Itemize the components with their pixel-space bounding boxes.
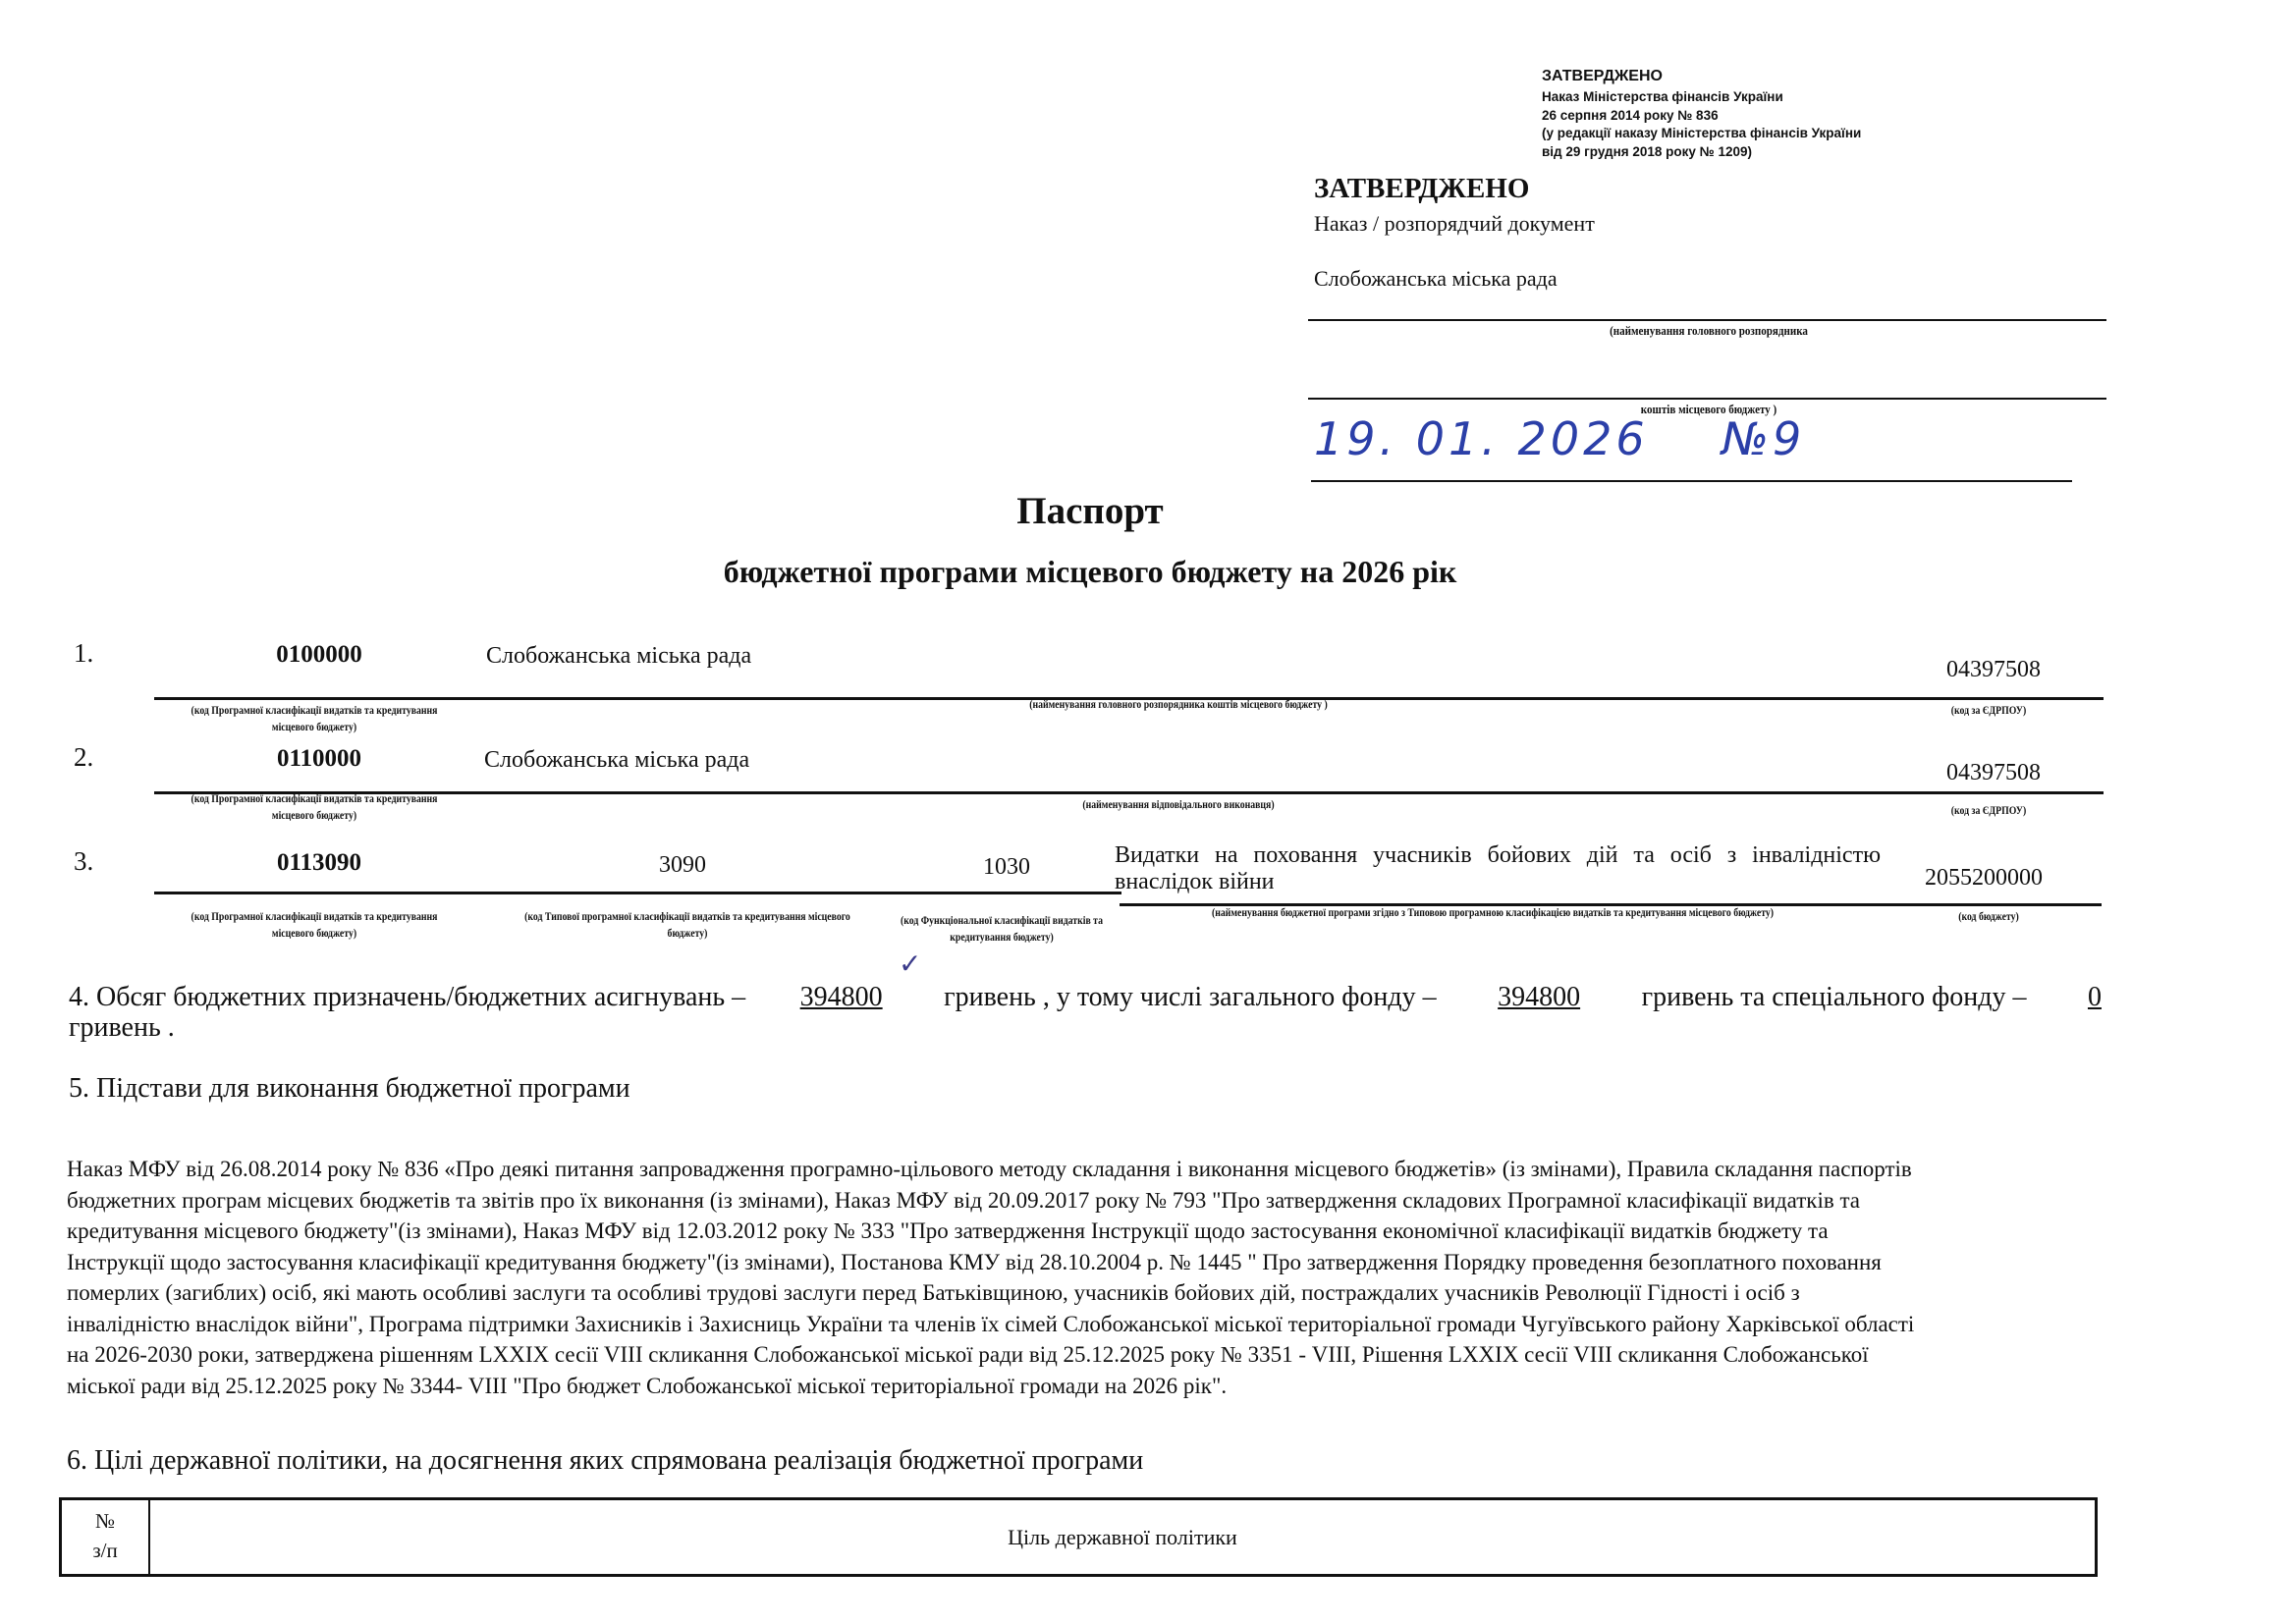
caption: (код за ЄДРПОУ) bbox=[1950, 705, 2027, 717]
paragraph-line: Наказ МФУ від 26.08.2014 року № 836 «Про деякі питання запровадження програмно-цільового методу складання і виконання місцевого бюджетів» (із змінами), Правила складання паспортів bbox=[67, 1157, 1912, 1181]
paragraph-line: інвалідністю внаслідок війни", Програма підтримки Захисників і Захисниць України та членів їх сімей Слобожанської міської територіальної громади Чугуївського району Харківської області bbox=[67, 1311, 1915, 1336]
section-4 bbox=[69, 982, 2102, 1043]
caption: (найменування головного розпорядника коштів місцевого бюджету ) bbox=[1029, 699, 1328, 711]
section-4-text: гривень , у тому числі загального фонду – bbox=[937, 982, 1444, 1012]
section-5-body bbox=[67, 1157, 1914, 1404]
caption: (код за ЄДРПОУ) bbox=[1950, 805, 2027, 817]
approval-title: ЗАТВЕРДЖЕНО bbox=[1314, 173, 1530, 204]
general-fund-amount: 394800 bbox=[1498, 982, 1581, 1012]
edrpou-code: 04397508 bbox=[1946, 760, 2041, 785]
approval-caption: (найменування головного розпорядника bbox=[1610, 323, 1808, 338]
section-5-heading: 5. Підстави для виконання бюджетної програми bbox=[69, 1073, 630, 1104]
paragraph-line: Інструкції щодо застосування класифікації кредитування бюджету"(із змінами), Постанова КМУ від 28.10.2004 р. № 1445 " Про затвердження Порядку проведення безоплатного поховання bbox=[67, 1249, 1882, 1274]
col-goal-header: Ціль державної політики bbox=[1008, 1525, 1237, 1549]
ministry-approval-line: Наказ Міністерства фінансів України bbox=[1542, 89, 1783, 104]
section-4-text: гривень . bbox=[69, 1012, 175, 1043]
functional-code: 1030 bbox=[983, 854, 1030, 880]
special-fund-amount: 0 bbox=[2087, 982, 2102, 1012]
executor-name: Слобожанська міська рада bbox=[484, 747, 750, 773]
ministry-approval-line: (у редакції наказу Міністерства фінансів України bbox=[1542, 126, 1862, 140]
approval-org: Слобожанська міська рада bbox=[1314, 266, 1558, 291]
caption: (код Функціональної класифікації видатків та кредитування бюджету) bbox=[901, 915, 1103, 944]
caption: (найменування бюджетної програми згідно з Типовою програмною класифікацією видатків та кредитування місцевого бюджету) bbox=[1211, 907, 1775, 919]
program-name: Видатки на поховання учасників бойових дій та осіб з інвалідністю внаслідок війни bbox=[1115, 842, 1881, 894]
approval-doc: Наказ / розпорядчий документ bbox=[1314, 211, 1595, 236]
paragraph-line: померлих (загиблих) осіб, які мають особливі заслуги та особливі трудові заслуги перед Батьківщиною, учасників бойових дій, постраждалих учасників Революції Гідності і осіб з bbox=[67, 1280, 1800, 1305]
ministry-approval-title: ЗАТВЕРДЖЕНО bbox=[1542, 68, 1663, 84]
program-code: 0100000 bbox=[276, 641, 362, 668]
section-4-text: гривень та спеціального фонду – bbox=[1634, 982, 2034, 1012]
caption: (код Програмної класифікації видатків та кредитування місцевого бюджету) bbox=[191, 793, 438, 822]
divider bbox=[154, 791, 2104, 794]
goals-table bbox=[59, 1497, 2098, 1577]
divider bbox=[1308, 319, 2106, 321]
col-number-header bbox=[62, 1500, 150, 1574]
total-amount: 394800 bbox=[799, 982, 883, 1012]
typical-code: 3090 bbox=[659, 852, 706, 878]
caption: (найменування відповідального виконавця) bbox=[1082, 799, 1275, 811]
paragraph-line: бюджетних програм місцевих бюджетів та звітів про їх виконання (із змінами), Наказ МФУ від 20.09.2017 року № 793 "Про затвердження складових Програмної класифікації видатків та bbox=[67, 1187, 1860, 1213]
divider bbox=[1308, 398, 2106, 400]
program-code: 0110000 bbox=[276, 745, 362, 772]
ministry-approval-line: 26 серпня 2014 року № 836 bbox=[1542, 107, 1719, 123]
col-number-label: з/п bbox=[92, 1539, 118, 1562]
manager-name: Слобожанська міська рада bbox=[486, 643, 752, 669]
edrpou-code: 04397508 bbox=[1946, 657, 2041, 682]
row-number: 1. bbox=[74, 638, 94, 668]
handwritten-date-number: 19. 01. 2026 №9 bbox=[1314, 412, 1806, 465]
check-mark: ✓ bbox=[899, 949, 922, 980]
paragraph-line: на 2026-2030 роки, затверджена рішенням LXXIX сесії VIII скликання Слобожанської міської ради від 25.12.2025 року № 3351 - VIII, Рішення LXXIX сесії VIII скликання Слобожанської bbox=[67, 1342, 1869, 1367]
page-title: Паспорт bbox=[1016, 490, 1164, 532]
col-number-label: № bbox=[94, 1509, 116, 1533]
caption: (код Програмної класифікації видатків та кредитування місцевого бюджету) bbox=[191, 911, 438, 940]
section-6-heading: 6. Цілі державної політики, на досягнення яких спрямована реалізація бюджетної програми bbox=[67, 1445, 1144, 1476]
page-subtitle: бюджетної програми місцевого бюджету на 2026 рік bbox=[723, 554, 1457, 589]
paragraph-line: кредитування місцевого бюджету"(із змінами), Наказ МФУ від 12.03.2012 року № 333 "Про затвердження Інструкції щодо застосування економічної класифікації видатків бюджету та bbox=[67, 1218, 1829, 1243]
caption: (код Програмної класифікації видатків та кредитування місцевого бюджету) bbox=[191, 705, 438, 733]
paragraph-line: міської ради від 25.12.2025 року № 3344- VIII "Про бюджет Слобожанської міської територіальної громади на 2026 рік". bbox=[67, 1373, 1228, 1398]
section-4-text: 4. Обсяг бюджетних призначень/бюджетних асигнувань – bbox=[69, 982, 746, 1012]
budget-code: 2055200000 bbox=[1925, 865, 2043, 891]
row-number: 3. bbox=[74, 846, 94, 876]
caption: (код Типової програмної класифікації видатків та кредитування місцевого бюджету) bbox=[524, 911, 850, 940]
approval-caption: коштів місцевого бюджету ) bbox=[1640, 402, 1777, 416]
ministry-approval-line: від 29 грудня 2018 року № 1209) bbox=[1542, 143, 1752, 159]
ministry-approval bbox=[1542, 65, 1861, 161]
divider bbox=[1311, 480, 2072, 482]
row-number: 2. bbox=[74, 742, 94, 772]
divider bbox=[154, 892, 1121, 894]
program-code: 0113090 bbox=[276, 849, 362, 876]
caption: (код бюджету) bbox=[1958, 911, 2019, 923]
